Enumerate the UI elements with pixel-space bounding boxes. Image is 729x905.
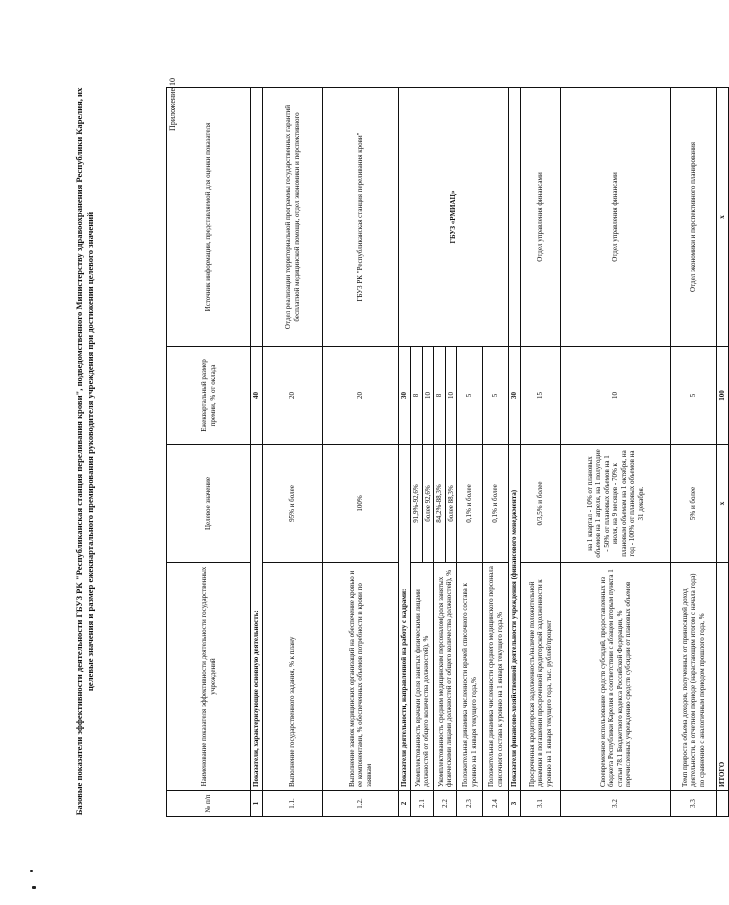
header-source: Источник информации, представляемой для оценки показателя: [167, 88, 251, 347]
table-row: 2.1 Укомплектованность врачами (доля занятых физическими лицами должностей от общего количества должностей), % 91,9%-92,6% 8: [411, 88, 423, 817]
table-row: 1.2. Выполнение заявок медицинских организаций на обеспечение кровью и ее компонентами, % обеспеченных объемов потребности в крови по заявкам 100% 20 ГБУЗ РК "Республиканская станция переливания крови": [323, 88, 399, 817]
table-row: 2.3 Положительная динамика численности врачей списочного состава к уровню на 1 января текущего года,% 0,1% и более 5: [457, 88, 483, 817]
header-bonus: Ежеквартальный размер премии, % от оклада: [167, 347, 251, 445]
total-row: ИТОГО х 100 х: [717, 88, 729, 817]
section-row: 2 Показатели деятельности, направленной на работу с кадрами: 30 ГБУЗ «РМИАЦ»: [399, 88, 411, 817]
indicators-table: [166, 87, 729, 817]
section-row: 3 Показатели финансово-хозяйственной деятельности учреждения (финансового менеджмента) 30: [509, 88, 521, 817]
table-row: 3.2 Своевременное использование средств субсидий, предоставленных из бюджета Республики Карелия в соответствии с абзацем вторым пункта 1 статьи 78.1 Бюджетного кодекса Российской Федерации, % перечисленных учреждению средств субсидии от плановых объемов на 1 квартал - 10% от плановых объемов на 1 апреля, на 1 полугодие - 50% от плановых объемов на 1 июля, на 9 месяцев - 70% к плановым объемам на 1 октября, на год - 100% от плановых объемов на 31 декабря. 10 Отдел управления финансами: [561, 88, 671, 817]
table-row: 2.4 Положительная динамика численности среднего медицинского персонала списочного состава к уровню на 1 января текущего года,% 0,1% и более 5: [483, 88, 509, 817]
appendix-label: Приложение 10: [168, 78, 177, 131]
document-title: Базовые показатели эффективности деятельности ГБУЗ РК "Республиканская станция переливания крови", подведомственного Министерству здравоохранения Республики Карелия, их целевые значения и размер ежеквартального премирования руководителя учреждения при достижении целевого значений: [74, 87, 95, 816]
header-num: № п/п: [167, 791, 251, 817]
table-header-row: [167, 88, 251, 817]
table-row: 2.2 Укомплектованность средним медицинским персоналом(доля занятых физическими лицами должностей от общего количества должностей), % 84,2%-88,3% 8: [434, 88, 446, 817]
header-name: Наименование показателя эффективности деятельности государственных учреждений: [167, 563, 251, 791]
table-row: более 88,3% 10: [445, 88, 457, 817]
table-row: 1.1. Выполнение государственного задания, % к плану 95% и более 20 Отдел реализации территориальной программы государственных гарантий бесплатной медицинской помощи, отдел экономики и перспективного: [263, 88, 323, 817]
table-row: 3.1 Просроченная кредиторская задолженность/наличие положительной динамики в погашении просроченной кредиторской задолженности к уровню на 1 января текущего года, тыс. рублей/процент 0/3,5% и более 15 Отдел управления финансами: [521, 88, 561, 817]
source-cell: ГБУЗ «РМИАЦ»: [399, 88, 509, 347]
table-row: 3.3 Темп прироста объема доходов, полученных от приносящей доход деятельности, в отчетном периоде (нарастающим итогом с начала года) по сравнению с аналогичным периодом прошлого года, % 5% и более 5 Отдел экономики и перспективного планирования: [671, 88, 717, 817]
section-row: 1 Показатели, характеризующие основную деятельность: 40: [251, 88, 263, 817]
table-row: более 92,6% 10: [422, 88, 434, 817]
header-target: Целевое значение: [167, 445, 251, 563]
